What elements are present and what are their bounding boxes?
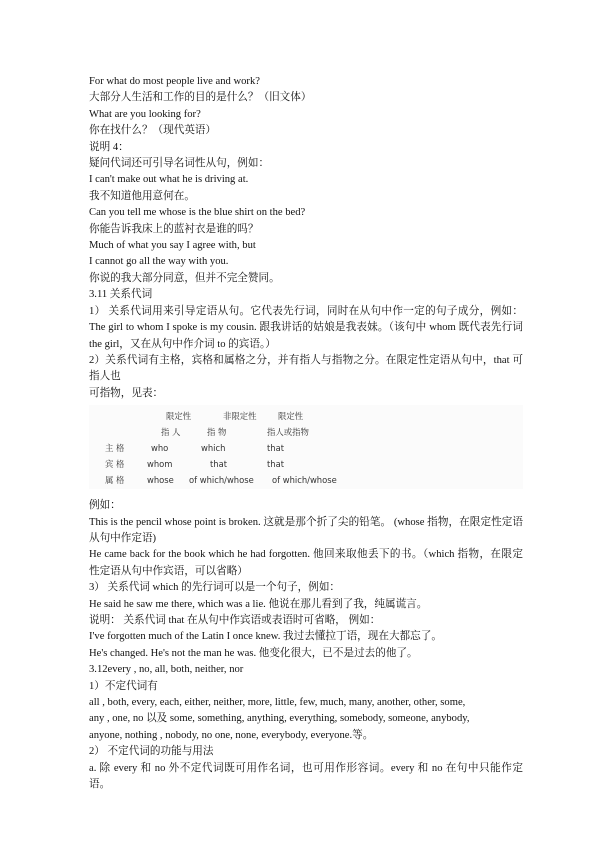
table-header-cell: 指 人 (161, 427, 181, 438)
text-line: 3） 关系代词 which 的先行词可以是一个句子，例如： (89, 582, 341, 594)
text-line: He's changed. He's not the man he was. 他变化很大，已不是过去的他了。 (89, 647, 418, 659)
text-line: 说明： 关系代词 that 在从句中作宾语或表语时可省略， 例如： (89, 614, 381, 626)
text-line: 可指物，见表： (89, 387, 164, 399)
table-header-cell: 指 物 (207, 427, 227, 438)
table-row-label: 主 格 (105, 443, 125, 454)
text-line: What are you looking for? (89, 108, 201, 120)
text-line: I've forgotten much of the Latin I once knew. 我过去懂拉丁语，现在大都忘了。 (89, 631, 442, 643)
note-heading: 说明 4： (89, 141, 129, 153)
table-cell: that (210, 459, 228, 470)
text-line: 你在找什么？（现代英语） (89, 125, 217, 137)
table-row-label: 属 格 (105, 475, 125, 486)
section-heading: 3.12every , no, all, both, neither, nor (89, 664, 244, 676)
paragraph: This is the pencil whose point is broken. 这就是那个折了尖的铅笔。 (whose 指物，在限定性定语从句中作定语) (89, 516, 523, 544)
table-cell: of which/whose (189, 475, 254, 486)
paragraph: 2）关系代词有主格，宾格和属格之分，并有指人与指物之分。在限定性定语从句中，that 可指人也 (89, 354, 523, 383)
paragraph: 1） 关系代词用来引导定语从句。它代表先行词，同时在从句中作一定的句子成分，例如：The girl to whom I spoke is my cousin. 跟我讲话的姑娘是我表妹。（该句中 whom 既代表先行词 the girl，又在从句中作介词 to 的宾语。） (89, 305, 523, 350)
text-line: 1）不定代词有 (89, 680, 158, 692)
table-header-cell: 限定性 (166, 411, 192, 422)
text-line: He said he saw me there, which was a lie. 他说在那儿看到了我，纯属谎言。 (89, 598, 428, 610)
text-line: 例如： (89, 500, 121, 512)
text-line: anyone, nothing , nobody, no one, none, everybody, everyone.等。 (89, 729, 374, 741)
table-cell: whom (147, 459, 173, 470)
table-cell: whose (147, 475, 174, 486)
text-line: Can you tell me whose is the blue shirt on the bed? (89, 207, 306, 219)
table-header-cell: 指人或指物 (267, 427, 309, 438)
text-line: 疑问代词还可引导名词性从句，例如： (89, 158, 270, 170)
text-line: I can't make out what he is driving at. (89, 174, 249, 186)
text-line: any , one, no 以及 some, something, anything, everything, somebody, someone, anybody, (89, 713, 470, 725)
table-cell: which (201, 443, 226, 454)
table-cell: that (267, 443, 285, 454)
text-line: 你说的我大部分同意，但并不完全赞同。 (89, 272, 280, 284)
document-body (89, 74, 523, 793)
table-row-label: 宾 格 (105, 459, 125, 470)
section-heading: 3.11 关系代词 (89, 289, 153, 301)
table-cell: who (151, 443, 169, 454)
paragraph: He came back for the book which he had forgotten. 他回来取他丢下的书。（which 指物，在限定性定语从句中作宾语，可以省略） (89, 549, 523, 577)
text-line: I cannot go all the way with you. (89, 256, 229, 268)
text-line: all , both, every, each, either, neither, more, little, few, much, many, another, other, some, (89, 697, 466, 708)
table-cell: that (267, 459, 285, 470)
text-line: 你能告诉我床上的蓝衬衣是谁的吗？ (89, 223, 259, 235)
text-line: 大部分人生活和工作的目的是什么？（旧文体） (89, 92, 312, 104)
paragraph: a. 除 every 和 no 外不定代词既可用作名词，也可用作形容词。every 和 no 在句中只能作定语。 (89, 762, 523, 791)
text-line: Much of what you say I agree with, but (89, 240, 256, 252)
text-line: For what do most people live and work? (89, 76, 260, 87)
table-cell: of which/whose (272, 475, 337, 486)
table-header-cell: 非限定性 (223, 411, 257, 422)
table-header-cell: 限定性 (278, 411, 304, 422)
text-line: 我不知道他用意何在。 (89, 190, 195, 202)
text-line: 2） 不定代词的功能与用法 (89, 746, 214, 758)
relative-pronoun-table (89, 405, 523, 489)
